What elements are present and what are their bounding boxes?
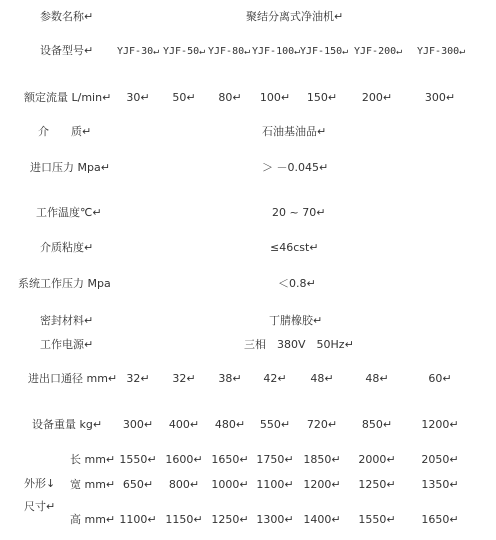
medium-value: 石油基油品↵: [262, 125, 327, 138]
height-cell: 1650↵: [421, 513, 459, 526]
port-cell: 38↵: [218, 372, 242, 385]
model-cell: YJF-30↵: [117, 46, 160, 57]
width-cell: 1250↵: [358, 478, 396, 491]
port-cell: 32↵: [126, 372, 150, 385]
height-cell: 1100↵: [119, 513, 157, 526]
dimensions-label-top: 外形↓: [24, 477, 56, 490]
length-cell: 1750↵: [256, 453, 294, 466]
system-pressure-value: ＜0.8↵: [278, 277, 316, 290]
product-name: 聚结分离式净油机↵: [246, 10, 344, 23]
flow-cell: 80↵: [218, 91, 242, 104]
inlet-pressure-value: ＞ －0.045↵: [262, 161, 329, 174]
medium-label: 介 质↵: [38, 125, 92, 138]
flow-cell: 100↵: [259, 91, 291, 104]
model-cell: YJF-50↵: [163, 46, 206, 57]
weight-cell: 1200↵: [421, 418, 459, 431]
weight-cell: 550↵: [259, 418, 291, 431]
viscosity-label: 介质粘度↵: [40, 241, 94, 254]
width-cell: 1200↵: [303, 478, 341, 491]
length-cell: 1650↵: [211, 453, 249, 466]
temperature-label: 工作温度℃↵: [36, 206, 102, 219]
flow-cell: 30↵: [126, 91, 150, 104]
model-cell: YJF-150↵: [300, 46, 349, 57]
width-cell: 1350↵: [421, 478, 459, 491]
length-cell: 1850↵: [303, 453, 341, 466]
length-label: 长 mm↵: [70, 453, 116, 466]
height-label: 高 mm↵: [70, 513, 116, 526]
port-cell: 48↵: [365, 372, 389, 385]
width-cell: 1100↵: [256, 478, 294, 491]
param-name-header: 参数名称↵: [40, 10, 94, 23]
model-cell: YJF-100↵: [252, 46, 301, 57]
model-cell: YJF-300↵: [417, 46, 466, 57]
width-cell: 650↵: [122, 478, 154, 491]
port-cell: 60↵: [428, 372, 452, 385]
port-cell: 32↵: [172, 372, 196, 385]
weight-cell: 300↵: [122, 418, 154, 431]
weight-cell: 850↵: [361, 418, 393, 431]
flow-cell: 300↵: [424, 91, 456, 104]
flow-cell: 150↵: [306, 91, 338, 104]
width-cell: 800↵: [168, 478, 200, 491]
weight-label: 设备重量 kg↵: [32, 418, 103, 431]
power-label: 工作电源↵: [40, 338, 94, 351]
length-cell: 1550↵: [119, 453, 157, 466]
power-value: 三相 380V 50Hz↵: [244, 338, 354, 351]
system-pressure-label: 系统工作压力 Mpa: [18, 277, 111, 290]
inlet-pressure-label: 进口压力 Mpa↵: [30, 161, 110, 174]
seal-value: 丁腈橡胶↵: [269, 314, 323, 327]
height-cell: 1550↵: [358, 513, 396, 526]
length-cell: 2000↵: [358, 453, 396, 466]
height-cell: 1300↵: [256, 513, 294, 526]
model-cell: YJF-80↵: [208, 46, 251, 57]
port-cell: 42↵: [263, 372, 287, 385]
weight-cell: 480↵: [214, 418, 246, 431]
dimensions-label-bottom: 尺寸↵: [24, 500, 56, 513]
height-cell: 1150↵: [165, 513, 203, 526]
port-cell: 48↵: [310, 372, 334, 385]
model-label: 设备型号↵: [40, 44, 94, 57]
flow-cell: 50↵: [172, 91, 196, 104]
length-cell: 2050↵: [421, 453, 459, 466]
weight-cell: 720↵: [306, 418, 338, 431]
width-cell: 1000↵: [211, 478, 249, 491]
viscosity-value: ≤46cst↵: [270, 241, 319, 254]
seal-label: 密封材料↵: [40, 314, 94, 327]
flow-label: 额定流量 L/min↵: [24, 91, 112, 104]
port-label: 进出口通径 mm↵: [28, 372, 118, 385]
flow-cell: 200↵: [361, 91, 393, 104]
width-label: 宽 mm↵: [70, 478, 116, 491]
length-cell: 1600↵: [165, 453, 203, 466]
height-cell: 1250↵: [211, 513, 249, 526]
height-cell: 1400↵: [303, 513, 341, 526]
weight-cell: 400↵: [168, 418, 200, 431]
model-cell: YJF-200↵: [354, 46, 403, 57]
temperature-value: 20 ~ 70↵: [272, 206, 326, 219]
